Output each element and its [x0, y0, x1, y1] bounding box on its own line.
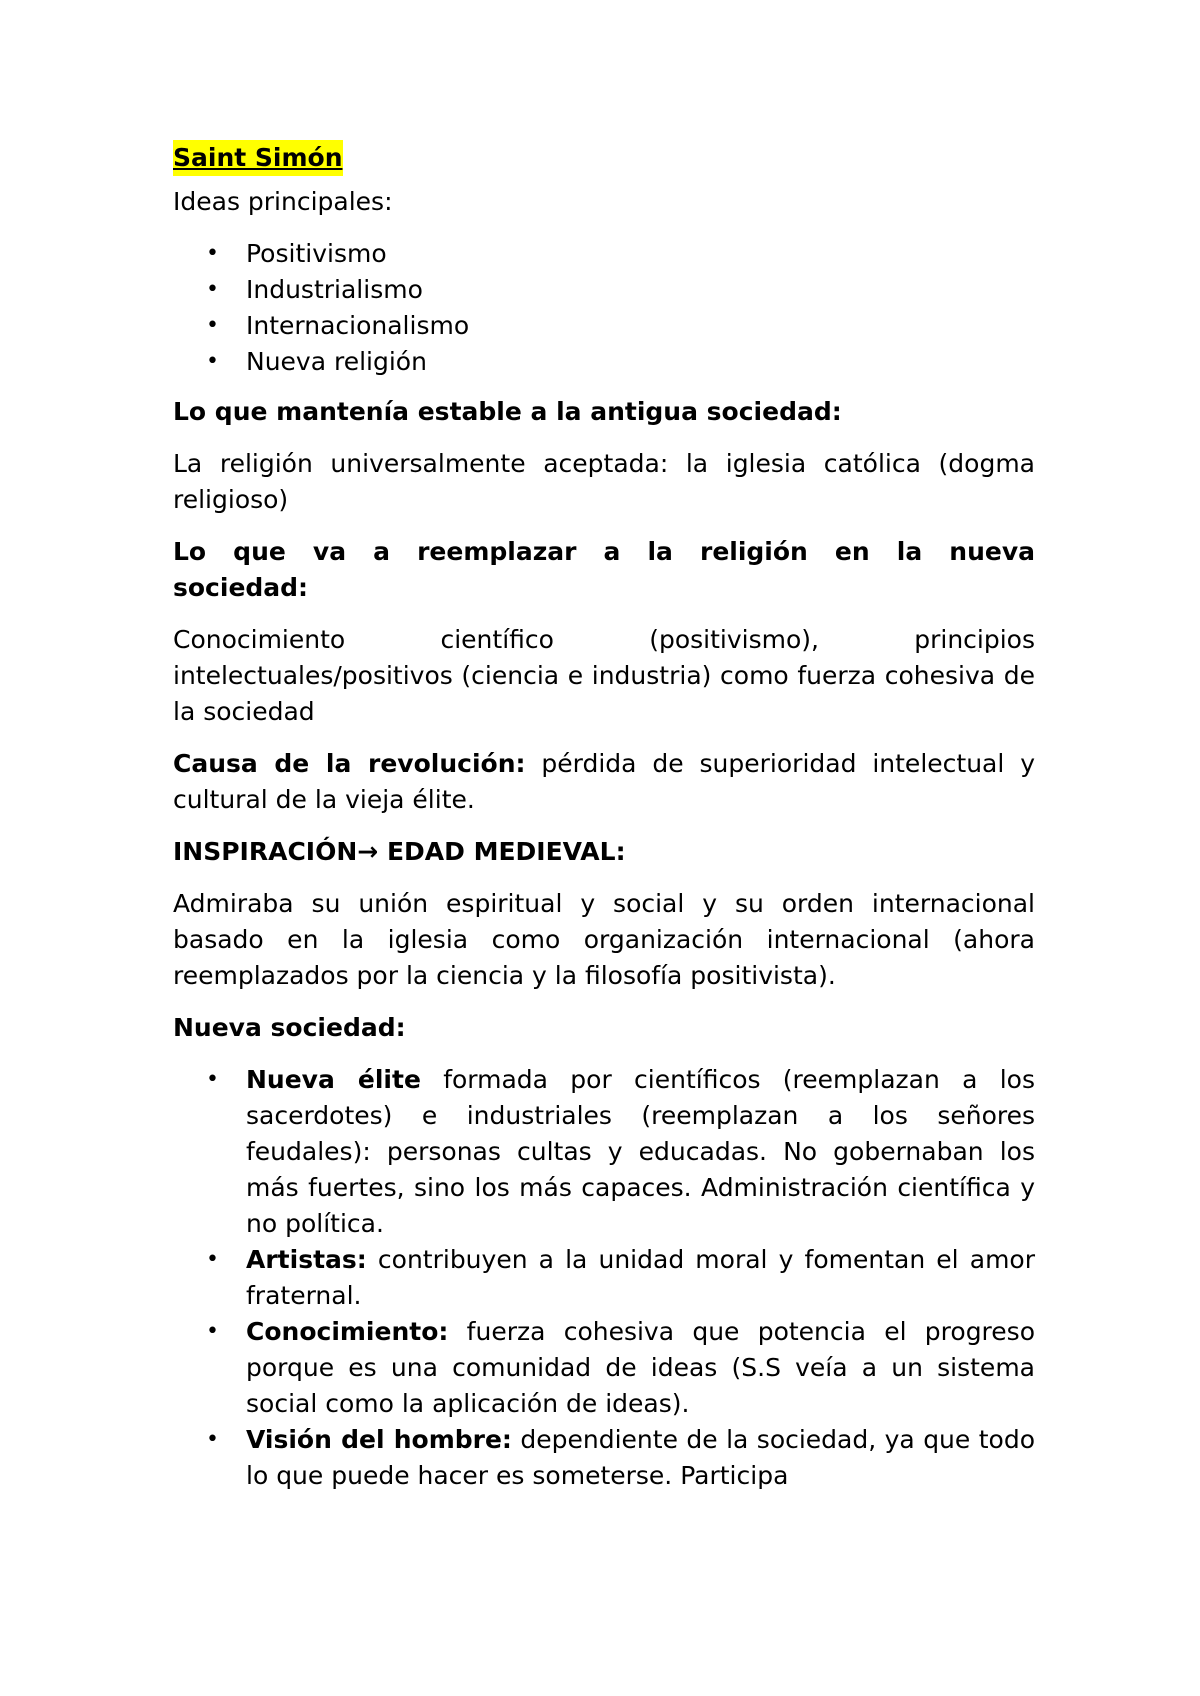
list-item [173, 308, 1035, 344]
section-heading: Lo que mantenía estable a la antigua sociedad: [173, 397, 842, 426]
item-label: Conocimiento: [246, 1317, 449, 1346]
bullet-icon: • [206, 1427, 219, 1452]
item-text: fuerza cohesiva que potencia el progreso porque es una comunidad de ideas (S.S veía a un sistema social como la aplicación de ideas). [246, 1317, 1035, 1418]
list-item-text: Positivismo [246, 239, 387, 268]
bullet-icon: • [206, 1247, 219, 1272]
list-item [173, 1242, 1035, 1314]
list-item [173, 344, 1035, 380]
bullet-icon: • [206, 1067, 219, 1092]
list-item [173, 1314, 1035, 1422]
item-text: dependiente de la sociedad, ya que todo lo que puede hacer es someterse. Participa [246, 1425, 1035, 1490]
list-item [173, 1062, 1035, 1242]
document-title: Saint Simón [173, 140, 343, 176]
item-text: formada por científicos (reemplazan a los sacerdotes) e industriales (reemplazan a los señores feudales): personas cultas y educadas. No gobernaban los más fuertes, sino los más capaces. Administración científica y no política. [246, 1065, 1035, 1238]
bullet-icon: • [206, 313, 219, 338]
section-heading: Nueva sociedad: [173, 1013, 406, 1042]
section-label: Causa de la revolución: [173, 749, 526, 778]
item-label: Visión del hombre: [246, 1425, 512, 1454]
list-item-text: Internacionalismo [246, 311, 470, 340]
bullet-icon: • [206, 241, 219, 266]
society-list [173, 1062, 1035, 1494]
section-paragraph [173, 746, 1035, 818]
section-heading: Lo que va a reemplazar a la religión en la nueva sociedad: [173, 537, 1035, 602]
list-item-text: Industrialismo [246, 275, 423, 304]
list-item [173, 236, 1035, 272]
section-heading [173, 834, 1035, 870]
item-label: Nueva élite [246, 1065, 421, 1094]
section-text: Conocimiento científico (positivismo), principios intelectuales/positivos (ciencia e industria) como fuerza cohesiva de la sociedad [173, 625, 1035, 726]
section-text: Admiraba su unión espiritual y social y su orden internacional basado en la iglesia como organización internacional (ahora reemplazados por la ciencia y la filosofía positivista). [173, 889, 1035, 990]
heading-right: EDAD MEDIEVAL: [378, 837, 626, 866]
list-item [173, 272, 1035, 308]
arrow-icon: → [357, 837, 379, 866]
ideas-list [173, 236, 1035, 380]
section-text: La religión universalmente aceptada: la iglesia católica (dogma religioso) [173, 449, 1035, 514]
bullet-icon: • [206, 349, 219, 374]
item-text: contribuyen a la unidad moral y fomentan el amor fraternal. [246, 1245, 1035, 1310]
title-line [173, 140, 1035, 176]
list-item [173, 1422, 1035, 1494]
bullet-icon: • [206, 1319, 219, 1344]
document-page [173, 140, 1035, 1510]
list-item-text: Nueva religión [246, 347, 427, 376]
intro-text: Ideas principales: [173, 187, 393, 216]
heading-left: INSPIRACIÓN [173, 837, 358, 866]
bullet-icon: • [206, 277, 219, 302]
item-label: Artistas: [246, 1245, 367, 1274]
section-text: pérdida de superioridad intelectual y cultural de la vieja élite. [173, 749, 1035, 814]
